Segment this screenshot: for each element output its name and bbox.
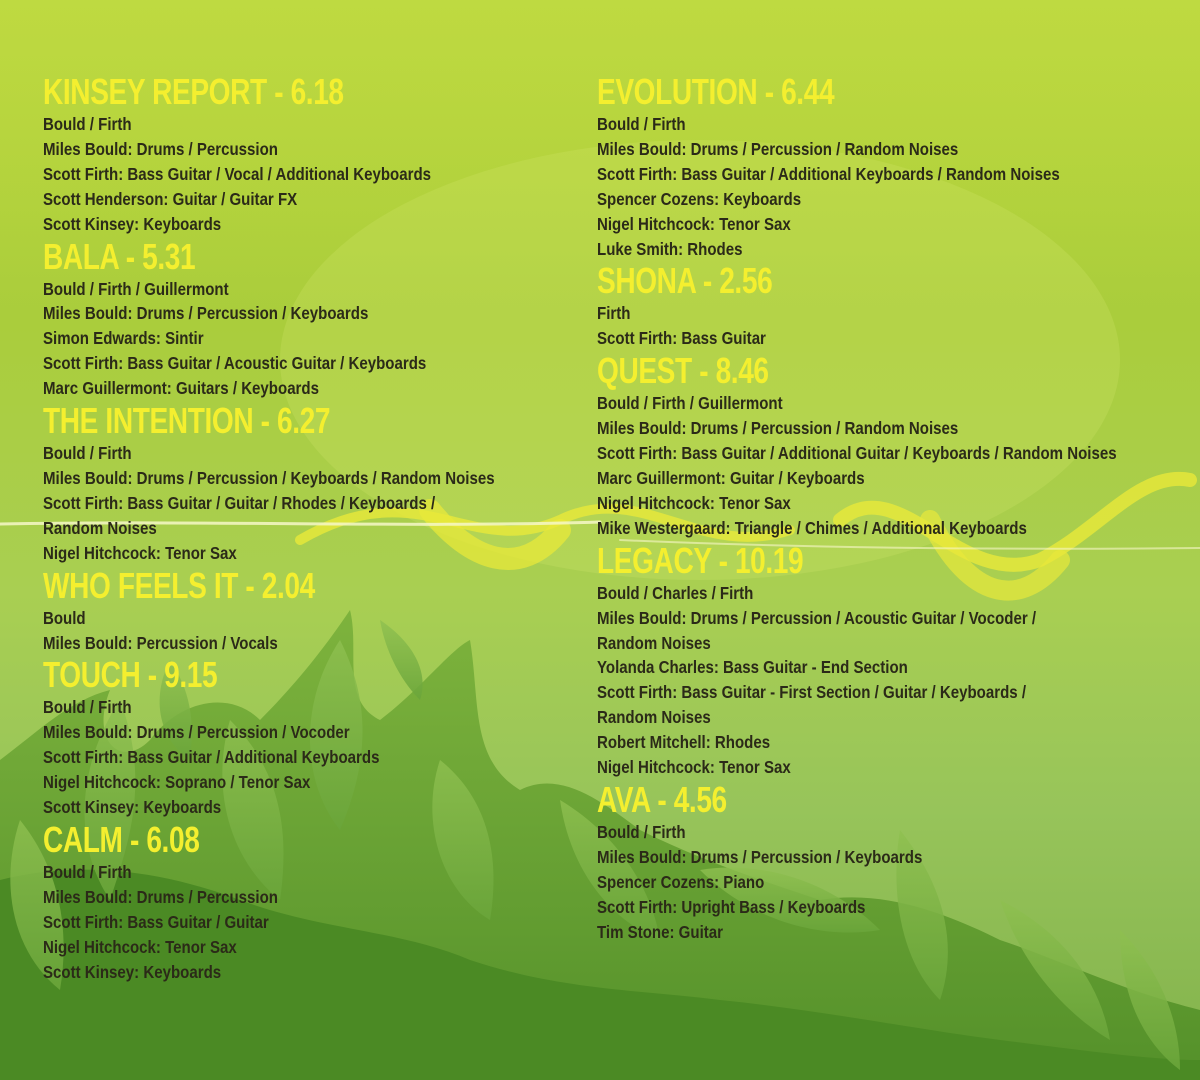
credit-line: Scott Firth: Bass Guitar / Guitar / Rhodes / Keyboards /	[43, 492, 436, 513]
credit-line: Marc Guillermont: Guitar / Keyboards	[597, 467, 865, 488]
track-block	[43, 655, 583, 820]
track-block	[597, 72, 1197, 261]
track-list-left	[43, 72, 583, 984]
credit-line: Bould / Firth	[43, 697, 132, 718]
credit-line: Bould / Firth	[597, 821, 686, 842]
track-block	[43, 566, 583, 656]
credit-line: Bould / Firth	[43, 114, 132, 134]
credit-line: Miles Bould: Drums / Percussion / Keyboards	[43, 303, 369, 324]
credit-line: Miles Bould: Drums / Percussion / Vocoder	[43, 722, 350, 743]
credit-line: Miles Bould: Percussion / Vocals	[43, 632, 278, 653]
credit-line: Scott Firth: Bass Guitar / Additional Guitar / Keyboards / Random Noises	[597, 443, 1117, 464]
credit-line: Miles Bould: Drums / Percussion	[43, 138, 278, 159]
track-list-right	[597, 72, 1197, 944]
credit-line: Nigel Hitchcock: Soprano / Tenor Sax	[43, 772, 311, 793]
credit-line: Scott Kinsey: Keyboards	[43, 961, 222, 982]
credit-line: Scott Henderson: Guitar / Guitar FX	[43, 188, 298, 209]
track-block	[43, 72, 583, 237]
credit-line: Mike Westergaard: Triangle / Chimes / Additional Keyboards	[597, 517, 1027, 538]
credit-line: Spencer Cozens: Keyboards	[597, 188, 802, 209]
track-block	[597, 541, 1197, 780]
track-title: THE INTENTION - 6.27	[43, 400, 331, 442]
credit-line: Miles Bould: Drums / Percussion / Keyboards	[597, 846, 923, 867]
credit-line: Miles Bould: Drums / Percussion / Keyboards / Random Noises	[43, 467, 495, 488]
credit-line: Random Noises	[597, 632, 711, 653]
track-title: KINSEY REPORT - 6.18	[43, 71, 344, 112]
credit-line: Scott Kinsey: Keyboards	[43, 797, 222, 818]
credit-line: Nigel Hitchcock: Tenor Sax	[597, 213, 791, 234]
credit-line: Nigel Hitchcock: Tenor Sax	[597, 492, 791, 513]
credit-line: Yolanda Charles: Bass Guitar - End Section	[597, 657, 908, 678]
credit-line: Simon Edwards: Sintir	[43, 328, 204, 349]
credit-line: Spencer Cozens: Piano	[597, 871, 765, 892]
track-title: LEGACY - 10.19	[597, 539, 804, 581]
track-title: BALA - 5.31	[43, 235, 196, 277]
credit-line: Bould / Firth	[43, 861, 132, 882]
track-title: AVA - 4.56	[597, 778, 727, 820]
credit-line: Scott Firth: Bass Guitar / Guitar	[43, 911, 269, 932]
credit-line: Bould / Firth	[597, 114, 686, 134]
credit-line: Miles Bould: Drums / Percussion	[43, 886, 278, 907]
credit-line: Robert Mitchell: Rhodes	[597, 732, 771, 753]
track-block	[43, 401, 583, 566]
track-title: SHONA - 2.56	[597, 260, 773, 302]
credit-line: Scott Firth: Bass Guitar / Additional Keyboards	[43, 747, 380, 768]
credit-line: Scott Kinsey: Keyboards	[43, 213, 222, 234]
credit-line: Bould / Firth	[43, 443, 132, 464]
track-title: EVOLUTION - 6.44	[597, 71, 835, 112]
credit-line: Nigel Hitchcock: Tenor Sax	[43, 936, 237, 957]
track-block	[597, 780, 1197, 945]
credit-line: Tim Stone: Guitar	[597, 921, 723, 942]
credit-line: Scott Firth: Bass Guitar	[597, 328, 766, 349]
credit-line: Random Noises	[43, 517, 157, 538]
credit-line: Random Noises	[597, 707, 711, 728]
credit-line: Nigel Hitchcock: Tenor Sax	[597, 757, 791, 778]
credit-line: Scott Firth: Bass Guitar / Vocal / Additional Keyboards	[43, 163, 432, 184]
credit-line: Miles Bould: Drums / Percussion / Random Noises	[597, 418, 959, 439]
credit-line: Miles Bould: Drums / Percussion / Acoustic Guitar / Vocoder /	[597, 607, 1037, 628]
credit-line: Marc Guillermont: Guitars / Keyboards	[43, 378, 319, 399]
track-title: CALM - 6.08	[43, 818, 200, 860]
credit-line: Scott Firth: Bass Guitar / Additional Keyboards / Random Noises	[597, 163, 1060, 184]
credit-line: Bould / Firth / Guillermont	[43, 278, 229, 299]
track-block	[597, 261, 1197, 351]
credit-line: Bould	[43, 607, 86, 628]
track-title: TOUCH - 9.15	[43, 654, 218, 696]
track-block	[43, 237, 583, 402]
credit-line: Scott Firth: Bass Guitar - First Section / Guitar / Keyboards /	[597, 682, 1027, 703]
credit-line: Scott Firth: Bass Guitar / Acoustic Guitar / Keyboards	[43, 353, 427, 374]
credit-line: Scott Firth: Upright Bass / Keyboards	[597, 896, 866, 917]
credit-line: Luke Smith: Rhodes	[597, 238, 743, 259]
track-block	[597, 351, 1197, 540]
track-block	[43, 820, 583, 985]
credit-line: Bould / Charles / Firth	[597, 582, 754, 603]
track-title: WHO FEELS IT - 2.04	[43, 564, 315, 606]
credit-line: Bould / Firth / Guillermont	[597, 393, 783, 414]
credit-line: Miles Bould: Drums / Percussion / Random Noises	[597, 138, 959, 159]
track-title: QUEST - 8.46	[597, 350, 769, 392]
credit-line: Firth	[597, 303, 631, 324]
credit-line: Nigel Hitchcock: Tenor Sax	[43, 542, 237, 563]
